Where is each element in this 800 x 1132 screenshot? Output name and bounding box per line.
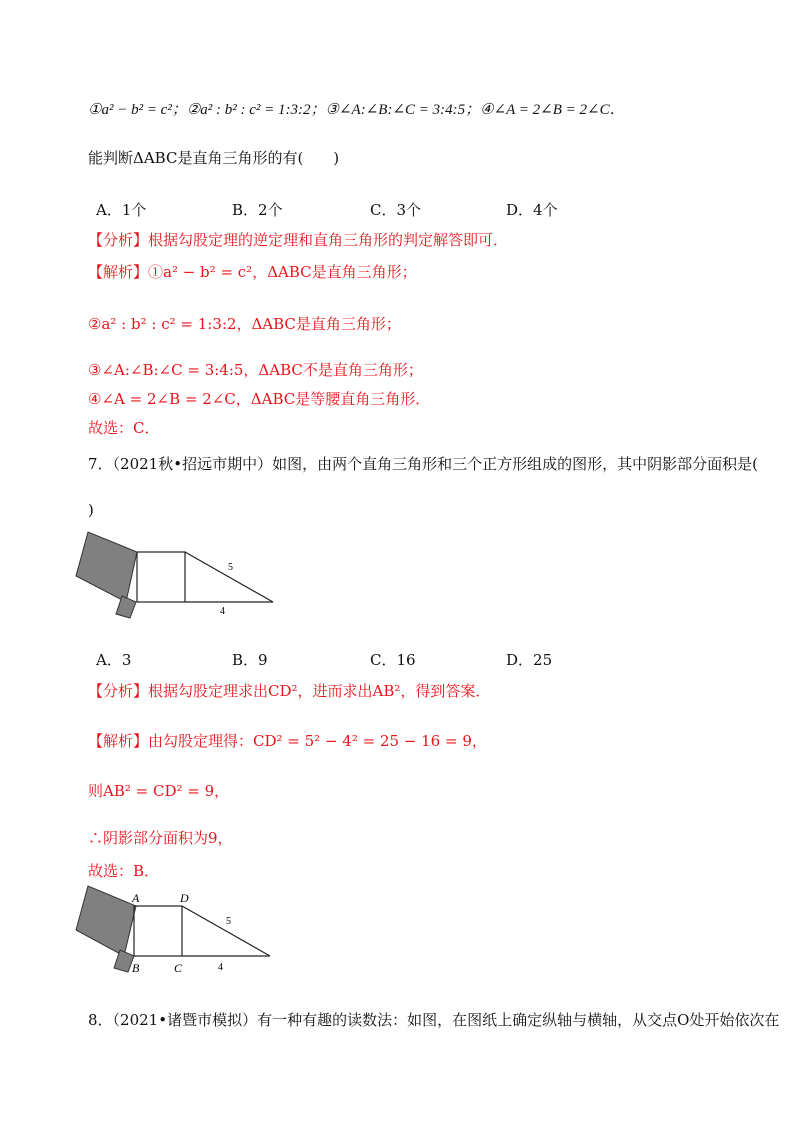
big-shaded-square: [76, 886, 136, 956]
q6-option-a[interactable]: A．1个: [96, 201, 147, 219]
q7-option-a[interactable]: A．3: [96, 651, 132, 669]
q6-answer: 故选：C．: [88, 419, 160, 437]
q6-analysis: 【分析】根据勾股定理的逆定理和直角三角形的判定解答即可．: [88, 231, 509, 249]
label-4: 4: [218, 962, 223, 973]
label-5: 5: [226, 916, 231, 927]
triangle-hypotenuse: [182, 906, 270, 956]
q6-question: 能判断ΔABC是直角三角形的有( ): [88, 149, 340, 167]
q7-figure-1: [70, 528, 280, 624]
label-b: B: [132, 961, 140, 975]
q7-analysis: 【分析】根据勾股定理求出CD²，进而求出AB²，得到答案．: [88, 682, 491, 700]
label-4: 4: [220, 606, 225, 617]
q6-solution-1: 【解析】①a² − b² = c²，ΔABC是直角三角形；: [88, 263, 417, 281]
middle-square: [134, 906, 182, 956]
q6-option-b[interactable]: B．2个: [232, 201, 283, 219]
q7-answer: 故选：B．: [88, 862, 160, 880]
q7-stem-line2: ): [88, 501, 94, 519]
q8-stem: 8．（2021•诸暨市模拟）有一种有趣的读数法：如图，在图纸上确定纵轴与横轴，从交点O处开始依次在: [88, 1011, 780, 1029]
q7-solution-1: 【解析】由勾股定理得：CD² = 5² − 4² = 25 − 16 = 9，: [88, 732, 487, 750]
label-a: A: [132, 891, 140, 905]
q6-option-c[interactable]: C．3个: [370, 201, 422, 219]
q6-solution-3: ③∠A:∠B:∠C = 3:4:5，ΔABC不是直角三角形；: [88, 361, 423, 379]
q7-figure-2: [70, 884, 280, 980]
q7-stem-line1: 7．（2021秋•招远市期中）如图，由两个直角三角形和三个正方形组成的图形，其中阴影部分面积是(: [88, 455, 758, 473]
label-c: C: [174, 961, 183, 975]
small-shaded-square: [116, 596, 136, 618]
q6-solution-2: ②a² : b² : c² = 1:3:2，ΔABC是直角三角形；: [88, 315, 401, 333]
label-5: 5: [228, 562, 233, 573]
q7-option-b[interactable]: B．9: [232, 651, 268, 669]
label-d: D: [180, 891, 189, 905]
small-shaded-square: [114, 950, 134, 972]
q6-solution-4: ④∠A = 2∠B = 2∠C，ΔABC是等腰直角三角形．: [88, 390, 431, 408]
q7-option-c[interactable]: C．16: [370, 651, 416, 669]
q7-solution-2: 则AB² = CD² = 9，: [88, 782, 230, 800]
triangle-hypotenuse: [185, 552, 273, 602]
middle-square: [137, 552, 185, 602]
big-shaded-square: [76, 532, 137, 602]
q7-solution-3: ∴阴影部分面积为9，: [88, 829, 233, 847]
q6-conditions: ①a² − b² = c²；②a² : b² : c² = 1:3:2；③∠A:∠B:∠C = 3:4:5；④∠A = 2∠B = 2∠C．: [88, 102, 625, 118]
q7-option-d[interactable]: D．25: [506, 651, 553, 669]
q6-option-d[interactable]: D．4个: [506, 201, 558, 219]
